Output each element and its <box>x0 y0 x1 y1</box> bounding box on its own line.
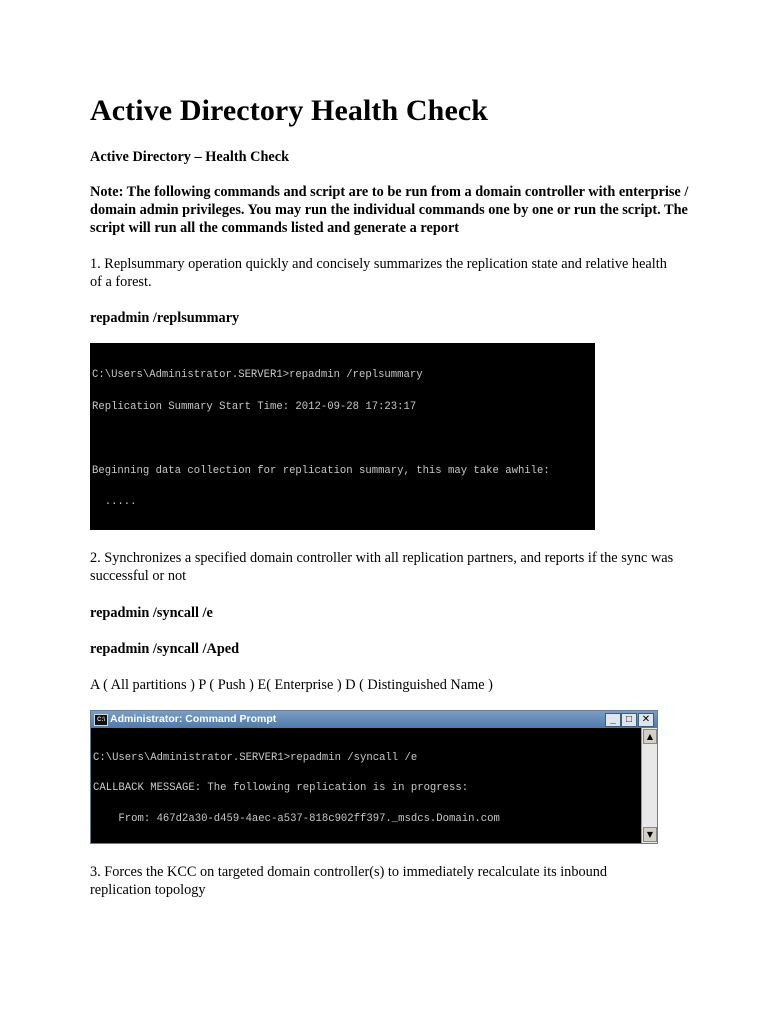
page-title: Active Directory Health Check <box>90 94 489 127</box>
close-icon: ✕ <box>638 713 654 727</box>
scroll-up-icon: ▲ <box>643 729 657 744</box>
command-prompt-output <box>93 732 633 842</box>
console-line: From: 467d2a30-d459-4aec-a537-818c902ff397._msdcs.Domain.com <box>93 813 500 826</box>
document-subtitle: Active Directory – Health Check <box>90 149 290 165</box>
command-prompt-titlebar <box>91 711 657 728</box>
item2-description: 2. Synchronizes a specified domain controller with all replication partners, and reports if the sync was successful or not <box>90 550 674 584</box>
item1-description: 1. Replsummary operation quickly and concisely summarizes the replication state and relative health of a forest. <box>90 256 667 290</box>
maximize-icon: □ <box>621 713 637 727</box>
console-line: C:\Users\Administrator.SERVER1>repadmin /replsummary <box>92 369 423 382</box>
item2-command-syncall-aped: repadmin /syncall /Aped <box>90 641 240 657</box>
console-scrollbar <box>641 728 657 843</box>
note-paragraph: Note: The following commands and script are to be run from a domain controller with enterprise / domain admin privileges. You may run the individual commands one by one or run the script. The script will run all the commands listed and generate a report <box>90 184 689 236</box>
console-line: Replication Summary Start Time: 2012-09-28 17:23:17 <box>92 400 417 413</box>
item3-description: 3. Forces the KCC on targeted domain controller(s) to immediately recalculate its inbound replication topology <box>90 864 608 898</box>
console-line <box>92 434 595 445</box>
console-line <box>92 529 595 530</box>
scroll-down-icon: ▼ <box>643 827 657 842</box>
console-line: ..... <box>92 496 137 509</box>
command-prompt-title: Administrator: Command Prompt <box>110 713 277 725</box>
item2-switch-legend: A ( All partitions ) P ( Push ) E( Enterprise ) D ( Distinguished Name ) <box>90 677 493 693</box>
item1-command: repadmin /replsummary <box>90 310 240 326</box>
console-line: CALLBACK MESSAGE: The following replication is in progress: <box>93 782 469 795</box>
item2-command-syncall-e: repadmin /syncall /e <box>90 605 213 621</box>
console-line: C:\Users\Administrator.SERVER1>repadmin /syncall /e <box>93 751 418 764</box>
command-prompt-screenshot <box>90 710 658 844</box>
console-line: Beginning data collection for replication summary, this may take awhile: <box>92 464 550 477</box>
replsummary-console-screenshot <box>90 343 595 530</box>
command-prompt-icon: C:\ <box>94 714 108 726</box>
minimize-icon: _ <box>605 713 621 727</box>
